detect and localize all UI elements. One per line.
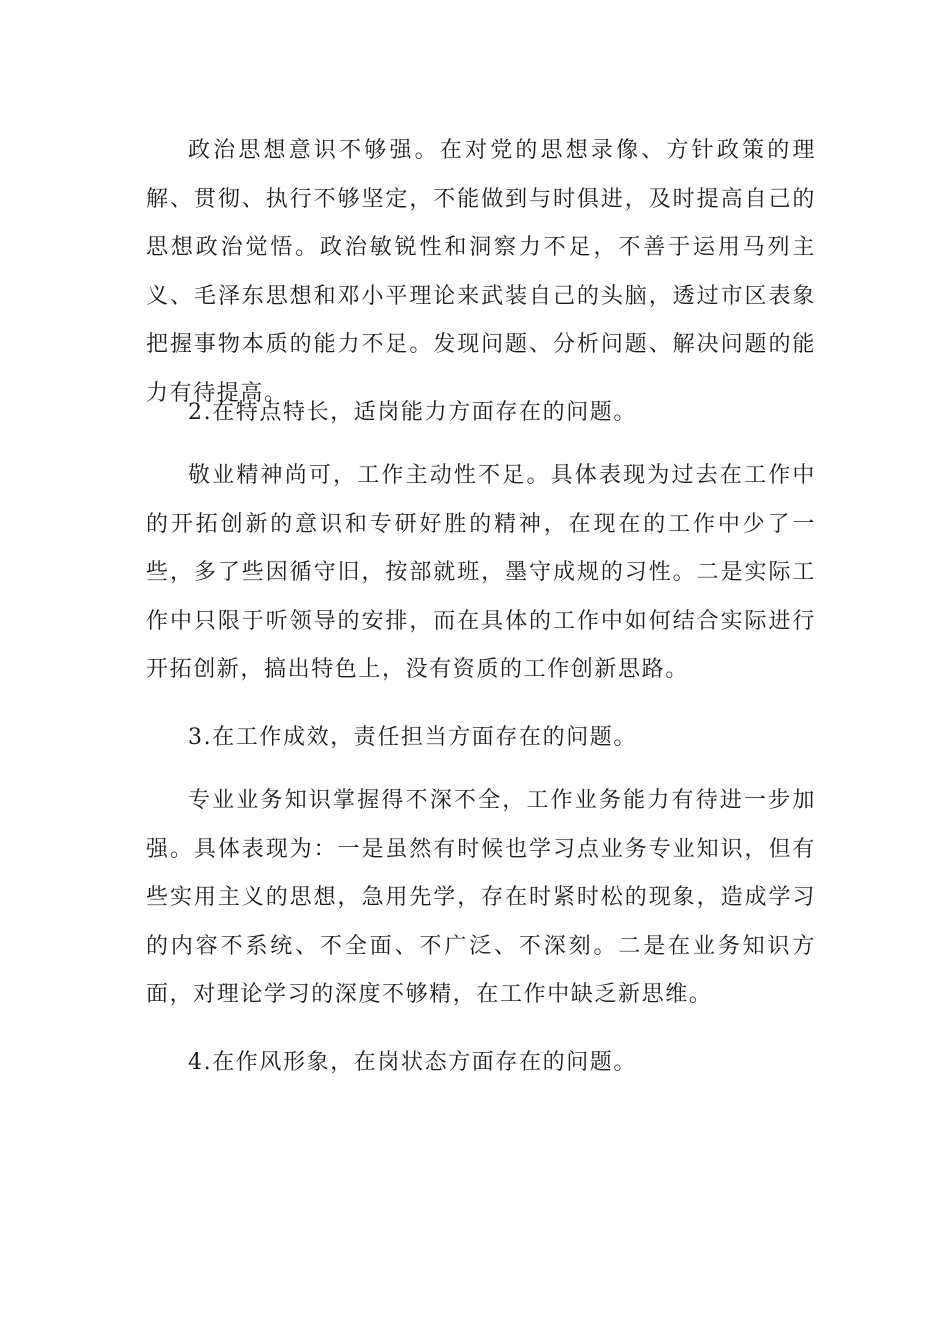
section-heading-2: 2.在特点特长，适岗能力方面存在的问题。 [188,400,637,425]
section-heading-4: 4.在作风形象，在岗状态方面存在的问题。 [188,1050,637,1075]
paragraph-political-awareness: 政治思想意识不够强。在对党的思想录像、方针政策的理解、贯彻、执行不够坚定，不能做到与时俱进，及时提高自己的思想政治觉悟。政治敏锐性和洞察力不足，不善于运用马列主义、毛泽东思想和邓小平理论来武装自己的头脑，透过市区表象把握事物本质的能力不足。发现问题、分析问题、解决问题的能力有待提高。 [146,138,816,406]
section-heading-3: 3.在工作成效，责任担当方面存在的问题。 [188,725,637,750]
paragraph-work-initiative: 敬业精神尚可，工作主动性不足。具体表现为过去在工作中的开拓创新的意识和专研好胜的精神，在现在的工作中少了一些，多了些因循守旧，按部就班，墨守成规的习性。二是实际工作中只限于听领导的安排，而在具体的工作中如何结合实际进行开拓创新，搞出特色上，没有资质的工作创新思路。 [146,463,816,683]
paragraph-professional-knowledge: 专业业务知识掌握得不深不全，工作业务能力有待进一步加强。具体表现为：一是虽然有时候也学习点业务专业知识，但有些实用主义的思想，急用先学，存在时紧时松的现象，造成学习的内容不系统、不全面、不广泛、不深刻。二是在业务知识方面，对理论学习的深度不够精，在工作中缺乏新思维。 [146,788,816,1008]
